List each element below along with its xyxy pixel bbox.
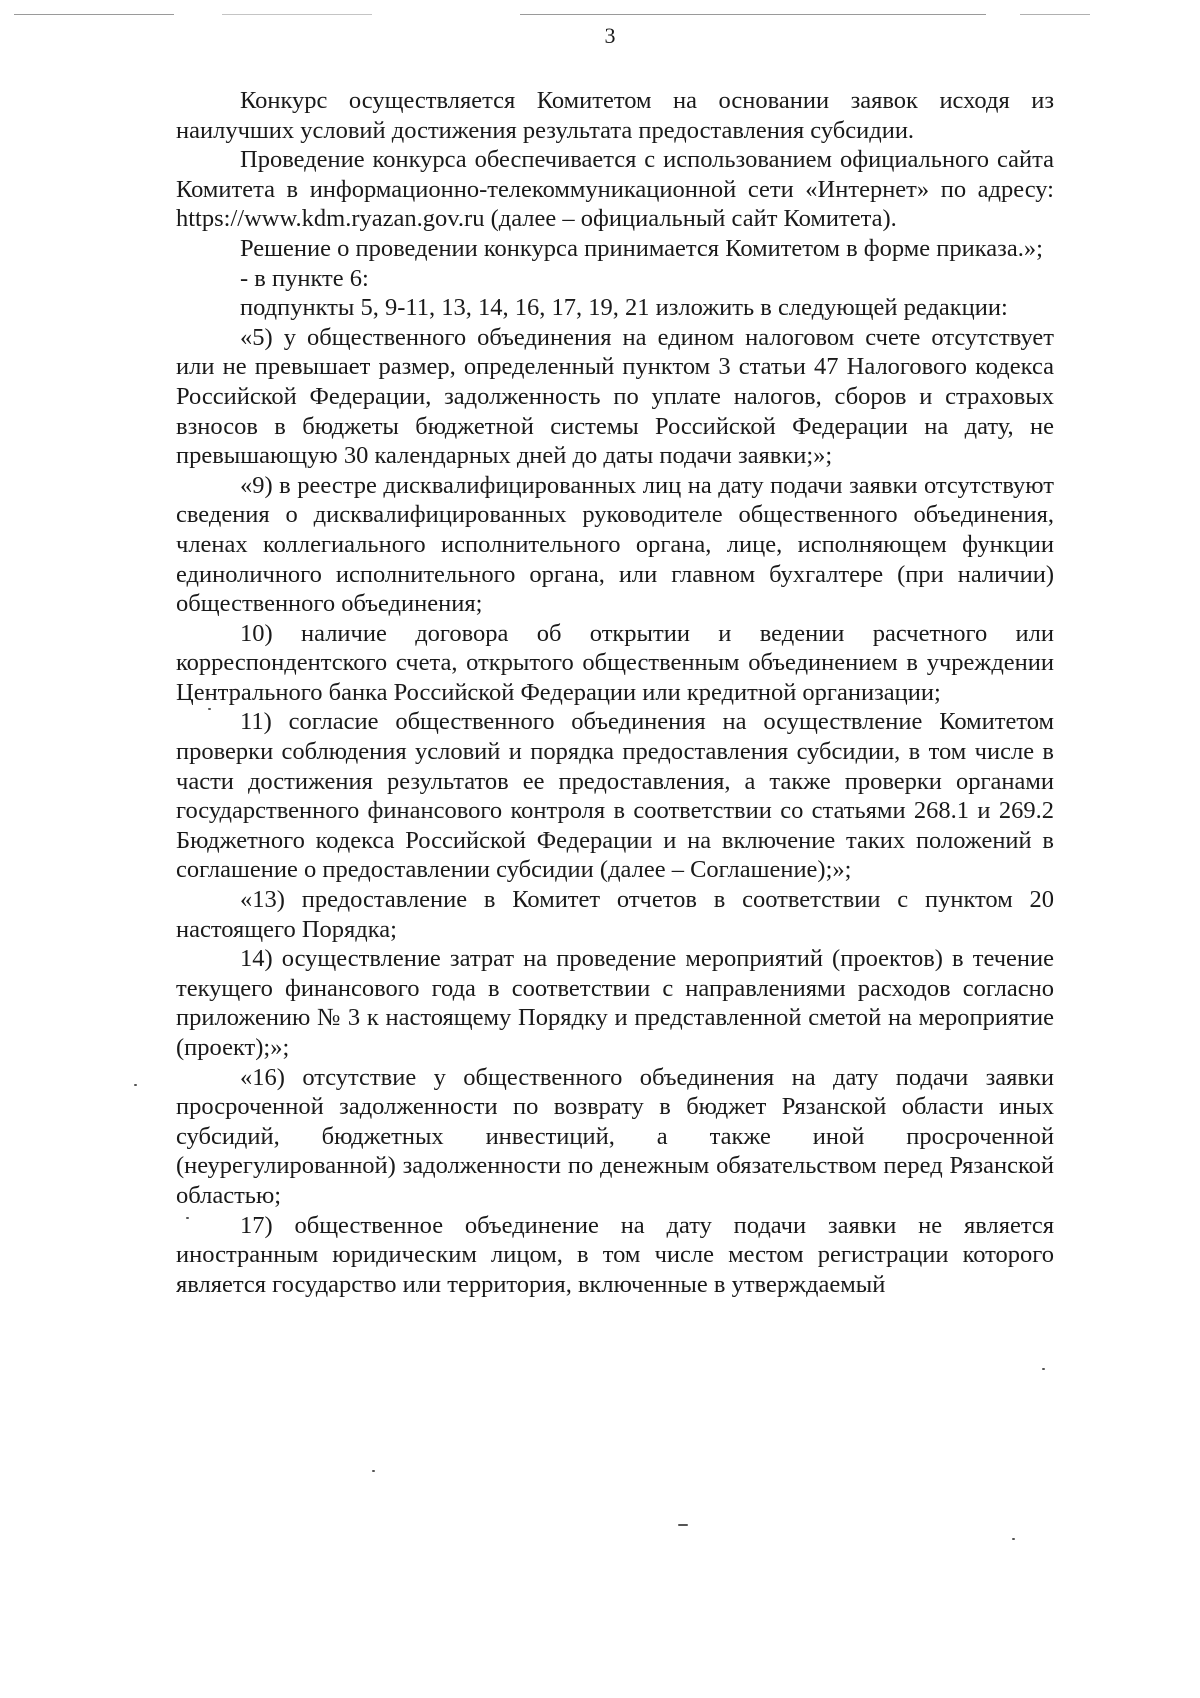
paragraph-subitem-16: «16) отсутствие у общественного объединения на дату подачи заявки просроченной задолженности по возврату в бюджет Рязанской области иных субсидий, бюджетных инвестиций, а также иной просроченной (неурегулированной) задолженности по денежным обязательством перед Рязанской областью;: [176, 1063, 1054, 1209]
scan-edge-line: [222, 14, 372, 15]
paragraph-subitem-5: «5) у общественного объединения на едином налоговом счете отсутствует или не превышает размер, определенный пунктом 3 статьи 47 Налогового кодекса Российской Федерации, задолженность по уплате налогов, сборов и страховых взносов в бюджеты бюджетной системы Российской Федерации на дату, не превышающую 30 календарных дней до даты подачи заявки;»;: [176, 323, 1054, 470]
scan-speck: [208, 708, 211, 710]
paragraph-subitem-10: 10) наличие договора об открытии и ведении расчетного или корреспондентского счета, открытого общественным объединением в учреждении Центрального банка Российской Федерации или кредитной организации;: [176, 619, 1054, 706]
paragraph-subitem-9: «9) в реестре дисквалифицированных лиц на дату подачи заявки отсутствуют сведения о дисквалифицированных руководителе общественного объединения, членах коллегиального исполнительного органа, лице, исполняющем функции единоличного исполнительного органа, или главном бухгалтере (при наличии) общественного объединения;: [176, 471, 1054, 618]
paragraph-subitem-17: 17) общественное объединение на дату подачи заявки не является иностранным юридическим лицом, в том числе местом регистрации которого является государство или территория, включенные в утверждаемый: [176, 1211, 1054, 1298]
scan-speck: [186, 1217, 189, 1219]
document-body: [176, 86, 1054, 1299]
paragraph-subitem-14: 14) осуществление затрат на проведение мероприятий (проектов) в течение текущего финансового года в соответствии с направлениями расходов согласно приложению № 3 к настоящему Порядку и представленной сметой на мероприятие (проект);»;: [176, 945, 1054, 1061]
scan-speck: [372, 1470, 375, 1472]
paragraph-item-6: - в пункте 6:: [240, 264, 369, 292]
paragraph-decision: Решение о проведении конкурса принимается Комитетом в форме приказа.»;: [240, 234, 1043, 262]
scan-edge-line: [14, 14, 174, 15]
scan-edge-artifacts: [0, 10, 1106, 20]
scan-speck: [1042, 1368, 1045, 1370]
page-number: 3: [604, 23, 616, 48]
scan-edge-line: [1020, 14, 1090, 15]
scan-edge-line: [520, 14, 986, 15]
scan-speck: [1012, 1538, 1015, 1540]
paragraph-subitem-13: «13) предоставление в Комитет отчетов в соответствии с пунктом 20 настоящего Порядка;: [176, 886, 1054, 943]
scan-speck: [134, 1084, 137, 1086]
paragraph-subitem-11: 11) согласие общественного объединения на осуществление Комитетом проверки соблюдения условий и порядка предоставления субсидии, в том числе в части достижения результатов ее предоставления, а также проверки органами государственного финансового контроля в соответствии со статьями 268.1 и 269.2 Бюджетного кодекса Российской Федерации и на включение таких положений в соглашение о предоставлении субсидии (далее – Соглашение);»;: [176, 708, 1054, 884]
paragraph-subitems-intro: подпункты 5, 9-11, 13, 14, 16, 17, 19, 21 изложить в следующей редакции:: [240, 294, 1008, 322]
paragraph-contest-basis: Конкурс осуществляется Комитетом на основании заявок исходя из наилучших условий достижения результата предоставления субсидии.: [176, 87, 1054, 144]
paragraph-official-site: Проведение конкурса обеспечивается с использованием официального сайта Комитета в информационно-телекоммуникационной сети «Интернет» по адресу: https://www.kdm.ryazan.gov.ru (далее – официальный сайт Комитета).: [176, 146, 1054, 233]
scan-speck: [678, 1524, 688, 1526]
